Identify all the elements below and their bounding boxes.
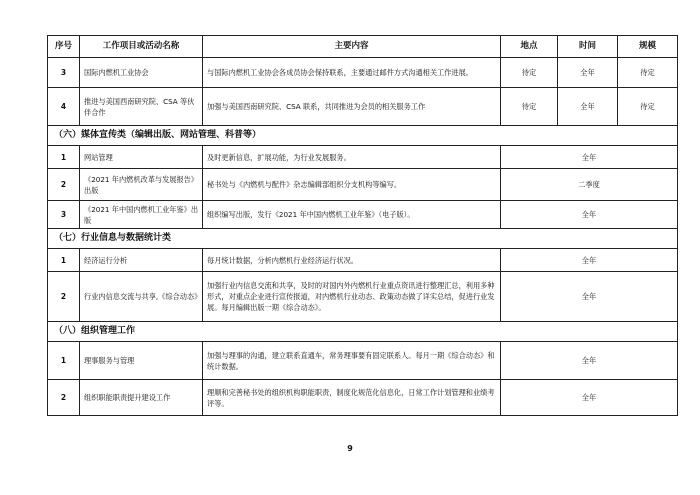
- table-row: [48, 272, 678, 322]
- row-content: 组织编写出版，发行《2021 年中国内燃机工业年鉴》（电子版）。: [203, 201, 501, 229]
- header-location: 地点: [501, 36, 558, 58]
- row-time-span: 二季度: [501, 169, 678, 201]
- row-content: 理顺和完善秘书处的组织机构职能职责，制度化规范化信息化，日常工作计划管理和业绩考评等。: [203, 380, 501, 416]
- row-project-name: 网站管理: [80, 146, 203, 169]
- row-project-name: 《2021 年内燃机改革与发展报告》出版: [80, 169, 203, 201]
- header-time: 时间: [558, 36, 618, 58]
- row-project-name: 《2021 年中国内燃机工业年鉴》出版: [80, 201, 203, 229]
- row-time-span: 全年: [501, 272, 678, 322]
- row-content: 加强行业内信息交流和共享，及时的对国内外内燃机行业重点资讯进行整理汇总，利用多种形式，对重点企业进行宣传报道，对内燃机行业动态、政策动态做了详实总结，促进行业发展。每月编辑出版一期《综合动态》。: [203, 272, 501, 322]
- table-row: [48, 146, 678, 169]
- table-row: [48, 169, 678, 201]
- row-number: 3: [48, 201, 80, 229]
- row-time-span: 全年: [501, 380, 678, 416]
- row-number: 4: [48, 88, 80, 126]
- table-row: [48, 380, 678, 416]
- header-scale: 规模: [618, 36, 678, 58]
- row-location: 待定: [501, 58, 558, 88]
- row-number: 1: [48, 342, 80, 380]
- row-project-name: 推进与美国西南研究院、CSA 等伙伴合作: [80, 88, 203, 126]
- row-number: 1: [48, 249, 80, 272]
- row-number: 3: [48, 58, 80, 88]
- table-header-row: [48, 36, 678, 58]
- section-title: （八）组织管理工作: [48, 322, 678, 342]
- row-time-span: 全年: [501, 249, 678, 272]
- row-project-name: 理事服务与管理: [80, 342, 203, 380]
- row-scale: 待定: [618, 88, 678, 126]
- row-content: 每月统计数据，分析内燃机行业经济运行状况。: [203, 249, 501, 272]
- row-project-name: 国际内燃机工业协会: [80, 58, 203, 88]
- row-number: 2: [48, 380, 80, 416]
- row-project-name: 组织职能职责提升建设工作: [80, 380, 203, 416]
- row-time-span: 全年: [501, 146, 678, 169]
- row-time-span: 全年: [501, 201, 678, 229]
- section-header-row: [48, 126, 678, 146]
- section-title: （六）媒体宣传类（编辑出版、网站管理、科普等）: [48, 126, 678, 146]
- row-content: 加强与理事的沟通，建立联系直通车，常务理事要有固定联系人。每月一期《综合动态》和统计数据。: [203, 342, 501, 380]
- row-number: 1: [48, 146, 80, 169]
- page-number: 9: [347, 444, 353, 453]
- table-row: [48, 342, 678, 380]
- row-content: 及时更新信息，扩展功能，为行业发展服务。: [203, 146, 501, 169]
- header-project: 工作项目或活动名称: [80, 36, 203, 58]
- header-content: 主要内容: [203, 36, 501, 58]
- row-content: 秘书处与《内燃机与配件》杂志编辑部组织分支机构等编写。: [203, 169, 501, 201]
- row-number: 2: [48, 169, 80, 201]
- row-time-span: 全年: [501, 342, 678, 380]
- table-row: [48, 201, 678, 229]
- row-project-name: 经济运行分析: [80, 249, 203, 272]
- row-project-name: 行业内信息交流与共享,《综合动态》: [80, 272, 203, 322]
- work-plan-table: [47, 35, 678, 416]
- row-scale: 待定: [618, 58, 678, 88]
- row-time: 全年: [558, 58, 618, 88]
- section-header-row: [48, 229, 678, 249]
- header-seq: 序号: [48, 36, 80, 58]
- row-time: 全年: [558, 88, 618, 126]
- table-row: [48, 249, 678, 272]
- section-header-row: [48, 322, 678, 342]
- row-content: 与国际内燃机工业协会各成员协会保持联系，主要通过邮件方式沟通相关工作进展。: [203, 58, 501, 88]
- table-row: [48, 58, 678, 88]
- section-title: （七）行业信息与数据统计类: [48, 229, 678, 249]
- row-content: 加强与美国西南研究院、CSA 联系，共同推进为会员的相关服务工作: [203, 88, 501, 126]
- row-location: 待定: [501, 88, 558, 126]
- row-number: 2: [48, 272, 80, 322]
- table-row: [48, 88, 678, 126]
